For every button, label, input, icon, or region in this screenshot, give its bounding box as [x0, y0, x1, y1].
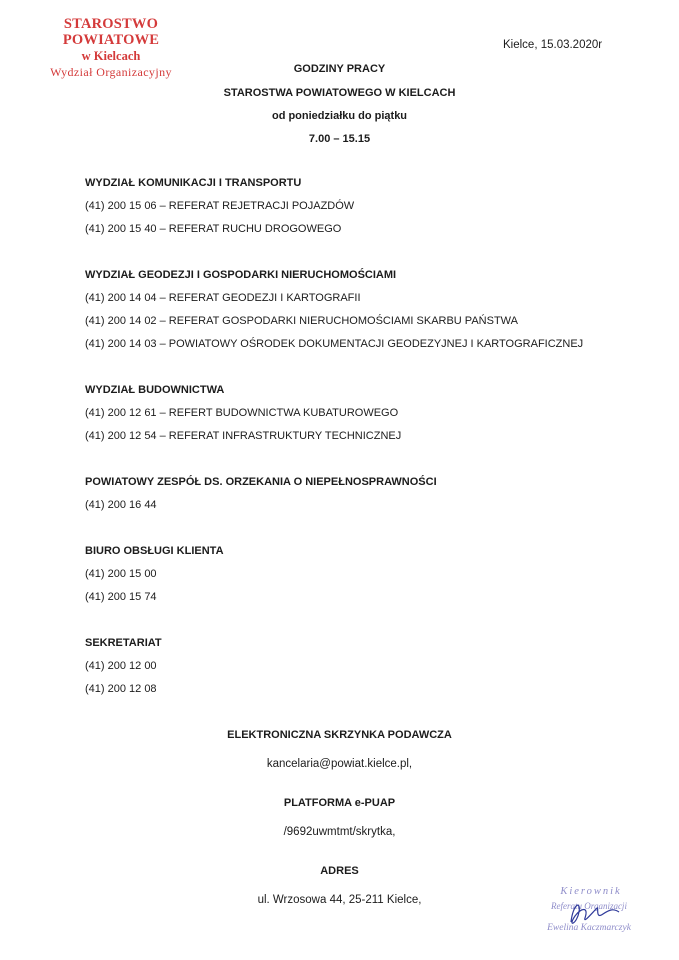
phone-line: (41) 200 15 00 [85, 568, 157, 580]
section-orzekanie [85, 471, 437, 517]
stamp-line-2: w Kielcach [81, 49, 141, 63]
section-title: WYDZIAŁ KOMUNIKACJI I TRANSPORTU [85, 177, 302, 189]
section-sekretariat [85, 632, 162, 701]
platform-title: PLATFORMA e-PUAP [283, 797, 396, 809]
signature-stamp [523, 882, 653, 942]
phone-line: (41) 200 12 00 [85, 660, 157, 672]
phone-line: (41) 200 14 03 – POWIATOWY OŚRODEK DOKUMENTACJI GEODEZYJNEJ I KARTOGRAFICZNEJ [85, 338, 584, 350]
stamp-line-3: Wydział Organizacyjny [50, 65, 172, 79]
epuap-box-title: ELEKTRONICZNA SKRZYNKA PODAWCZA [227, 729, 452, 741]
header-line-2: STAROSTWA POWIATOWEGO W KIELCACH [223, 87, 456, 99]
signature-stamp-line-2: Referatu Organizacji [551, 901, 627, 911]
section-biuro-obslugi [85, 540, 224, 609]
stamp-line-1: STAROSTWO POWIATOWE [62, 16, 160, 48]
phone-line: (41) 200 14 04 – REFERAT GEODEZJI I KARTOGRAFII [85, 292, 361, 304]
section-title: SEKRETARIAT [85, 637, 162, 649]
header-line-3: od poniedziałku do piątku [271, 110, 408, 122]
section-title: WYDZIAŁ BUDOWNICTWA [85, 384, 225, 396]
section-title: WYDZIAŁ GEODEZJI I GOSPODARKI NIERUCHOMOŚCIAMI [85, 269, 397, 281]
platform-block [0, 797, 679, 838]
section-title: BIURO OBSŁUGI KLIENTA [85, 545, 224, 557]
address-value: ul. Wrzosowa 44, 25-211 Kielce, [257, 894, 422, 906]
platform-address: /9692uwmtmt/skrytka, [283, 826, 396, 838]
phone-line: (41) 200 15 40 – REFERAT RUCHU DROGOWEGO [85, 223, 342, 235]
phone-line: (41) 200 16 44 [85, 499, 157, 511]
phone-line: (41) 200 15 74 [85, 591, 157, 603]
section-title: POWIATOWY ZESPÓŁ DS. ORZEKANIA O NIEPEŁNOSPRAWNOŚCI [85, 476, 437, 488]
document-date: Kielce, 15.03.2020r [503, 39, 603, 51]
header-line-1: GODZINY PRACY [293, 63, 386, 75]
header-line-4: 7.00 – 15.15 [308, 133, 371, 145]
phone-line: (41) 200 12 54 – REFERAT INFRASTRUKTURY TECHNICZNEJ [85, 430, 402, 442]
signature-stamp-line-3: Ewelina Kaczmarczyk [547, 923, 631, 933]
phone-line: (41) 200 14 02 – REFERAT GOSPODARKI NIERUCHOMOŚCIAMI SKARBU PAŃSTWA [85, 315, 518, 327]
section-geodezja [85, 264, 583, 356]
signature-stamp-line-1: Kierownik [560, 886, 622, 897]
section-budownictwo [85, 379, 401, 448]
phone-line: (41) 200 15 06 – REFERAT REJETRACJI POJAZDÓW [85, 200, 355, 212]
phone-line: (41) 200 12 61 – REFERT BUDOWNICTWA KUBATUROWEGO [85, 407, 399, 419]
address-title: ADRES [320, 865, 359, 877]
epuap-email[interactable]: kancelaria@powiat.kielce.pl, [266, 758, 413, 770]
epuap-box-block [0, 729, 679, 770]
phone-line: (41) 200 12 08 [85, 683, 157, 695]
section-komunikacja [85, 172, 354, 241]
